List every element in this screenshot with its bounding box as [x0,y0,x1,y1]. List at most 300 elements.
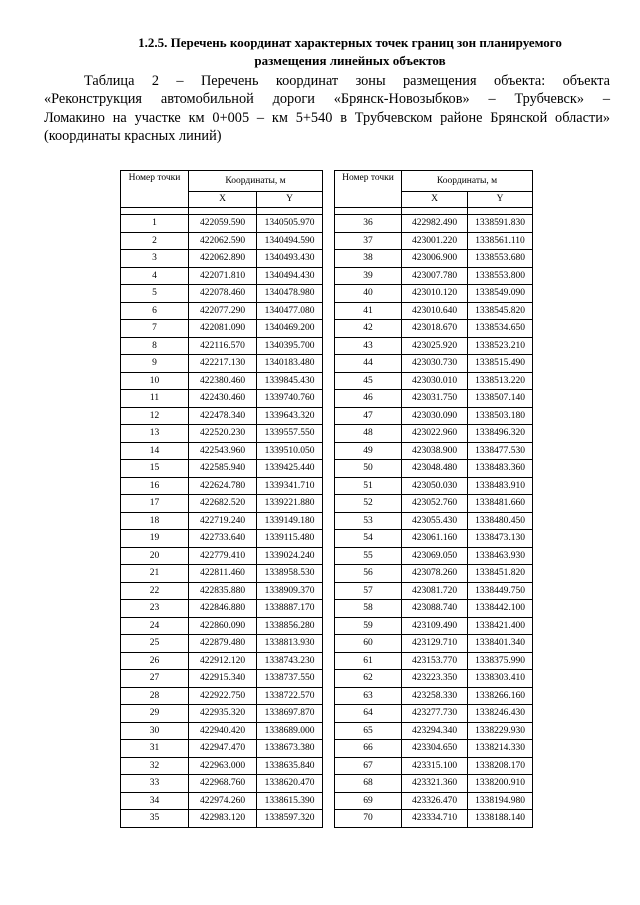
cell-y: 1338887.170 [257,600,323,618]
cell-y: 1338673.380 [257,740,323,758]
cell-x: 423294.340 [402,722,468,740]
cell-point-number: 60 [335,635,402,653]
cell-point-number: 65 [335,722,402,740]
cell-point-number: 61 [335,652,402,670]
cell-y: 1338722.570 [257,687,323,705]
cell-x: 423088.740 [402,600,468,618]
cell-point-number: 40 [335,285,402,303]
cell-x: 423326.470 [402,792,468,810]
cell-point-number: 67 [335,757,402,775]
header-y: Y [257,192,323,208]
cell-y: 1338813.930 [257,635,323,653]
cell-x: 422947.470 [189,740,257,758]
cell-x: 422520.230 [189,425,257,443]
cell-point-number: 38 [335,250,402,268]
header-coordinates: Координаты, м [402,171,533,192]
table-row [335,355,533,373]
table-row [121,722,323,740]
table-row [335,582,533,600]
cell-x: 423055.430 [402,512,468,530]
cell-x: 422062.890 [189,250,257,268]
spacer-row [121,208,323,215]
table-row [121,810,323,828]
cell-point-number: 44 [335,355,402,373]
cell-y: 1338451.820 [468,565,533,583]
table-row [335,565,533,583]
cell-x: 422922.750 [189,687,257,705]
table-row [121,250,323,268]
table-row [121,337,323,355]
cell-y: 1340494.430 [257,267,323,285]
table-row [121,512,323,530]
cell-point-number: 16 [121,477,189,495]
cell-point-number: 23 [121,600,189,618]
header-point-number: Номер точки [335,171,402,208]
cell-point-number: 30 [121,722,189,740]
table-row [121,407,323,425]
cell-point-number: 68 [335,775,402,793]
cell-x: 422430.460 [189,390,257,408]
cell-y: 1338401.340 [468,635,533,653]
cell-point-number: 48 [335,425,402,443]
cell-x: 423048.480 [402,460,468,478]
cell-x: 422974.260 [189,792,257,810]
table-row [121,355,323,373]
table-row [335,477,533,495]
cell-point-number: 39 [335,267,402,285]
table-row [121,600,323,618]
cell-y: 1338737.550 [257,670,323,688]
cell-y: 1338856.280 [257,617,323,635]
cell-y: 1339510.050 [257,442,323,460]
cell-y: 1338743.230 [257,652,323,670]
cell-x: 423321.360 [402,775,468,793]
cell-x: 422217.130 [189,355,257,373]
table-row [121,565,323,583]
section-heading-line: 1.2.5. Перечень координат характерных точек границ зон планируемого [138,35,562,50]
cell-y: 1338421.400 [468,617,533,635]
cell-x: 423030.010 [402,372,468,390]
cell-x: 422912.120 [189,652,257,670]
cell-point-number: 58 [335,600,402,618]
table-row [121,652,323,670]
cell-x: 422077.290 [189,302,257,320]
cell-x: 423258.330 [402,687,468,705]
table-row [335,215,533,233]
cell-x: 422963.000 [189,757,257,775]
cell-y: 1338553.680 [468,250,533,268]
cell-y: 1338545.820 [468,302,533,320]
cell-point-number: 43 [335,337,402,355]
table-row [335,267,533,285]
table-row [335,530,533,548]
cell-x: 422779.410 [189,547,257,565]
table-row [335,232,533,250]
cell-point-number: 46 [335,390,402,408]
cell-x: 423277.730 [402,705,468,723]
cell-y: 1338553.800 [468,267,533,285]
table-row [121,320,323,338]
cell-point-number: 10 [121,372,189,390]
cell-y: 1338515.490 [468,355,533,373]
cell-y: 1338266.160 [468,687,533,705]
cell-point-number: 21 [121,565,189,583]
cell-x: 422915.340 [189,670,257,688]
cell-point-number: 51 [335,477,402,495]
table-row [121,530,323,548]
cell-x: 423030.090 [402,407,468,425]
header-point-number: Номер точки [121,171,189,208]
cell-point-number: 13 [121,425,189,443]
table-row [335,337,533,355]
cell-point-number: 55 [335,547,402,565]
cell-y: 1338561.110 [468,232,533,250]
cell-y: 1338480.450 [468,512,533,530]
table-row [335,670,533,688]
cell-y: 1339221.880 [257,495,323,513]
table-row [335,792,533,810]
cell-x: 423223.350 [402,670,468,688]
cell-y: 1338246.430 [468,705,533,723]
cell-x: 422935.320 [189,705,257,723]
table-row [121,372,323,390]
cell-x: 423038.900 [402,442,468,460]
cell-x: 423031.750 [402,390,468,408]
cell-y: 1338483.360 [468,460,533,478]
cell-y: 1338194.980 [468,792,533,810]
table-row [121,267,323,285]
cell-point-number: 27 [121,670,189,688]
cell-point-number: 49 [335,442,402,460]
cell-x: 422062.590 [189,232,257,250]
cell-point-number: 15 [121,460,189,478]
cell-point-number: 35 [121,810,189,828]
cell-y: 1338523.210 [468,337,533,355]
table-row [121,792,323,810]
cell-x: 422078.460 [189,285,257,303]
cell-x: 423081.720 [402,582,468,600]
cell-x: 423010.120 [402,285,468,303]
cell-x: 422879.480 [189,635,257,653]
table-row [335,495,533,513]
cell-y: 1338481.660 [468,495,533,513]
cell-y: 1338689.000 [257,722,323,740]
cell-y: 1338483.910 [468,477,533,495]
cell-y: 1340469.200 [257,320,323,338]
table-row [335,687,533,705]
cell-x: 422624.780 [189,477,257,495]
cell-y: 1340494.590 [257,232,323,250]
cell-point-number: 19 [121,530,189,548]
cell-x: 422059.590 [189,215,257,233]
cell-y: 1339557.550 [257,425,323,443]
cell-y: 1338597.320 [257,810,323,828]
table-row [335,705,533,723]
cell-point-number: 33 [121,775,189,793]
cell-point-number: 34 [121,792,189,810]
table-caption [44,72,610,145]
table-row [335,285,533,303]
table-row [121,582,323,600]
cell-y: 1338303.410 [468,670,533,688]
cell-point-number: 45 [335,372,402,390]
table-row [335,390,533,408]
cell-x: 422081.090 [189,320,257,338]
table-row [121,617,323,635]
cell-y: 1338200.910 [468,775,533,793]
cell-point-number: 42 [335,320,402,338]
cell-x: 422811.460 [189,565,257,583]
cell-y: 1338229.930 [468,722,533,740]
header-y: Y [468,192,533,208]
cell-y: 1338188.140 [468,810,533,828]
cell-point-number: 53 [335,512,402,530]
cell-point-number: 36 [335,215,402,233]
cell-point-number: 1 [121,215,189,233]
table-row [121,302,323,320]
cell-y: 1339024.240 [257,547,323,565]
table-row [121,232,323,250]
cell-x: 422835.880 [189,582,257,600]
header-coordinates: Координаты, м [189,171,323,192]
table-row [335,547,533,565]
cell-y: 1338549.090 [468,285,533,303]
table-row [335,302,533,320]
cell-y: 1338697.870 [257,705,323,723]
cell-point-number: 37 [335,232,402,250]
cell-y: 1338442.100 [468,600,533,618]
cell-x: 422543.960 [189,442,257,460]
cell-point-number: 59 [335,617,402,635]
cell-point-number: 54 [335,530,402,548]
section-heading [60,34,640,70]
cell-x: 423069.050 [402,547,468,565]
cell-x: 422733.640 [189,530,257,548]
cell-x: 422846.880 [189,600,257,618]
cell-point-number: 26 [121,652,189,670]
cell-y: 1338534.650 [468,320,533,338]
header-x: X [189,192,257,208]
caption-line: Таблица 2 – Перечень координат зоны размещения объекта: объекта [84,73,610,89]
cell-y: 1340505.970 [257,215,323,233]
caption-line: Ломакино на участке км 0+005 – км 5+540 в Трубчевском районе Брянской области» [44,109,610,126]
table-row [121,477,323,495]
cell-y: 1338496.320 [468,425,533,443]
cell-point-number: 20 [121,547,189,565]
caption-line: (координаты красных линий) [44,127,222,144]
table-row [335,407,533,425]
table-row [121,442,323,460]
table-row [335,635,533,653]
cell-y: 1339341.710 [257,477,323,495]
cell-y: 1338214.330 [468,740,533,758]
table-row [335,460,533,478]
cell-y: 1338507.140 [468,390,533,408]
cell-y: 1338958.530 [257,565,323,583]
cell-y: 1338513.220 [468,372,533,390]
cell-x: 423078.260 [402,565,468,583]
cell-point-number: 12 [121,407,189,425]
cell-point-number: 9 [121,355,189,373]
table-row [121,757,323,775]
table-row [121,740,323,758]
cell-x: 423129.710 [402,635,468,653]
cell-y: 1338208.170 [468,757,533,775]
table-row [335,600,533,618]
cell-point-number: 50 [335,460,402,478]
cell-x: 423334.710 [402,810,468,828]
cell-x: 423030.730 [402,355,468,373]
cell-point-number: 18 [121,512,189,530]
cell-x: 423006.900 [402,250,468,268]
cell-x: 422071.810 [189,267,257,285]
cell-point-number: 41 [335,302,402,320]
table-row [121,670,323,688]
cell-x: 422860.090 [189,617,257,635]
cell-point-number: 5 [121,285,189,303]
caption-line: «Реконструкция автомобильной дороги «Брянск-Новозыбков» – Трубчевск» – [44,91,610,108]
table-row [121,390,323,408]
cell-y: 1338477.530 [468,442,533,460]
cell-x: 423052.760 [402,495,468,513]
cell-point-number: 66 [335,740,402,758]
cell-point-number: 14 [121,442,189,460]
cell-point-number: 2 [121,232,189,250]
cell-point-number: 6 [121,302,189,320]
cell-point-number: 8 [121,337,189,355]
cell-y: 1338449.750 [468,582,533,600]
cell-y: 1338615.390 [257,792,323,810]
table-row [121,215,323,233]
cell-point-number: 52 [335,495,402,513]
cell-x: 422940.420 [189,722,257,740]
table-row [335,250,533,268]
table-row [335,372,533,390]
table-row [121,705,323,723]
table-row [121,460,323,478]
cell-x: 422982.490 [402,215,468,233]
cell-point-number: 56 [335,565,402,583]
table-row [335,512,533,530]
cell-x: 423153.770 [402,652,468,670]
cell-point-number: 17 [121,495,189,513]
table-row [335,757,533,775]
cell-point-number: 62 [335,670,402,688]
cell-x: 422968.760 [189,775,257,793]
table-row [335,740,533,758]
cell-point-number: 24 [121,617,189,635]
cell-point-number: 28 [121,687,189,705]
table-row [335,442,533,460]
cell-y: 1338591.830 [468,215,533,233]
table-row [121,547,323,565]
table-row [121,495,323,513]
cell-x: 423061.160 [402,530,468,548]
cell-x: 423018.670 [402,320,468,338]
cell-y: 1338473.130 [468,530,533,548]
table-row [335,320,533,338]
table-row [121,775,323,793]
cell-y: 1338909.370 [257,582,323,600]
cell-x: 422380.460 [189,372,257,390]
cell-point-number: 70 [335,810,402,828]
table-row [121,635,323,653]
coordinates-table-left [120,170,323,828]
cell-point-number: 47 [335,407,402,425]
cell-point-number: 69 [335,792,402,810]
section-heading-line: размещения линейных объектов [254,53,446,68]
table-row [335,425,533,443]
cell-point-number: 11 [121,390,189,408]
cell-point-number: 64 [335,705,402,723]
cell-point-number: 31 [121,740,189,758]
cell-y: 1340477.080 [257,302,323,320]
table-row [335,617,533,635]
table-row [121,425,323,443]
cell-x: 422585.940 [189,460,257,478]
cell-x: 423304.650 [402,740,468,758]
cell-y: 1339149.180 [257,512,323,530]
table-row [121,285,323,303]
cell-y: 1340478.980 [257,285,323,303]
cell-x: 422682.520 [189,495,257,513]
table-row [335,722,533,740]
table-row [335,775,533,793]
cell-y: 1339115.480 [257,530,323,548]
table-row [121,687,323,705]
cell-point-number: 25 [121,635,189,653]
cell-y: 1338635.840 [257,757,323,775]
cell-x: 423050.030 [402,477,468,495]
cell-point-number: 4 [121,267,189,285]
cell-point-number: 7 [121,320,189,338]
cell-point-number: 63 [335,687,402,705]
cell-x: 422983.120 [189,810,257,828]
cell-x: 423010.640 [402,302,468,320]
cell-y: 1338375.990 [468,652,533,670]
cell-y: 1338620.470 [257,775,323,793]
cell-x: 423315.100 [402,757,468,775]
cell-y: 1338503.180 [468,407,533,425]
cell-y: 1340493.430 [257,250,323,268]
cell-y: 1339643.320 [257,407,323,425]
cell-y: 1339845.430 [257,372,323,390]
cell-x: 423022.960 [402,425,468,443]
cell-y: 1340183.480 [257,355,323,373]
table-row [335,652,533,670]
cell-y: 1338463.930 [468,547,533,565]
cell-point-number: 22 [121,582,189,600]
table-row [335,810,533,828]
cell-x: 423109.490 [402,617,468,635]
cell-y: 1339425.440 [257,460,323,478]
cell-point-number: 32 [121,757,189,775]
cell-point-number: 29 [121,705,189,723]
cell-x: 423001.220 [402,232,468,250]
coordinates-table-right [334,170,533,828]
cell-y: 1339740.760 [257,390,323,408]
cell-point-number: 3 [121,250,189,268]
cell-x: 423025.920 [402,337,468,355]
cell-x: 423007.780 [402,267,468,285]
cell-point-number: 57 [335,582,402,600]
header-x: X [402,192,468,208]
spacer-row [335,208,533,215]
cell-x: 422719.240 [189,512,257,530]
cell-x: 422116.570 [189,337,257,355]
cell-y: 1340395.700 [257,337,323,355]
cell-x: 422478.340 [189,407,257,425]
